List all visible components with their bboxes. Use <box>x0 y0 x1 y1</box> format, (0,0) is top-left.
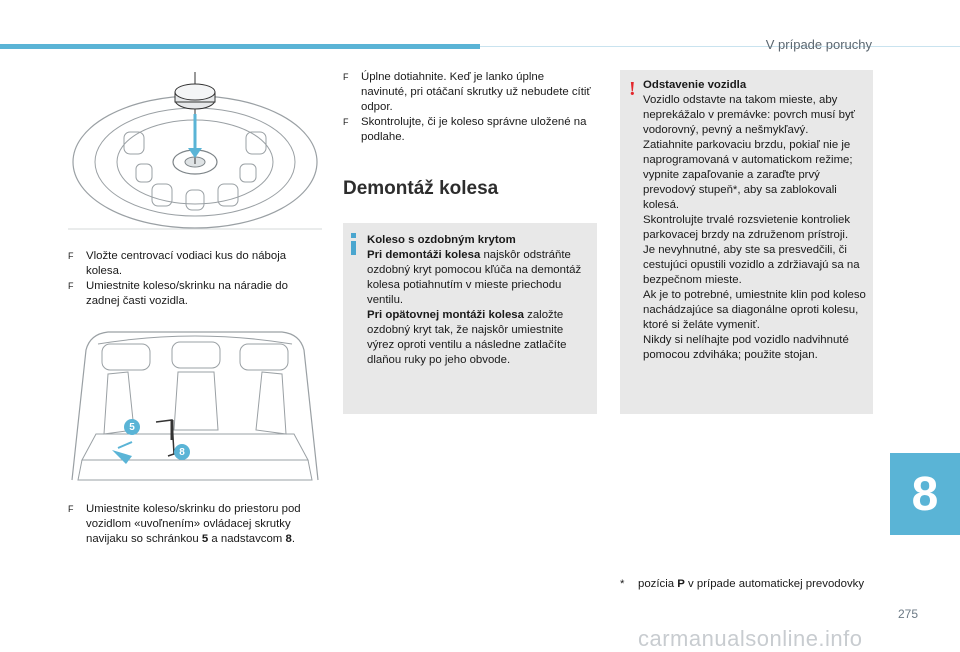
header-rule <box>480 46 960 47</box>
bullet-list-b <box>68 502 313 547</box>
bullet-marker: F <box>68 504 74 514</box>
list-item <box>343 70 591 115</box>
footnote-mark: * <box>620 578 625 590</box>
warning-para: Skontrolujte trvalé rozsvietenie kontroliek parkovacej brzdy na združenom prístroji. <box>643 214 851 241</box>
list-item-text-pre: Umiestnite koleso/skrinku do priestoru pod vozidlom «uvoľnením» ovládacej skrutky navijaku so schránkou <box>86 503 301 545</box>
info-l1: najskôr odstráňte ozdobný kryt pomocou kľúča na demontáž kolesa potiahnutím v mieste priechodu ventilu. <box>367 249 582 306</box>
bullet-marker: F <box>68 251 74 261</box>
info-box <box>343 223 597 414</box>
spare-wheel-illustration <box>68 72 322 230</box>
info-title: Koleso s ozdobným krytom <box>367 234 516 246</box>
list-item-text: Skontrolujte, či je koleso správne uložené na podlahe. <box>361 116 587 143</box>
bullet-list-c <box>343 70 591 145</box>
footnote-post: v prípade automatickej prevodovky <box>684 578 865 590</box>
info-text <box>367 233 591 368</box>
list-item-text-post: . <box>291 533 295 545</box>
page-number: 275 <box>898 607 919 621</box>
list-item <box>68 502 313 547</box>
list-item <box>68 279 306 309</box>
warning-title: Odstavenie vozidla <box>643 79 747 91</box>
footnote-bold: P <box>677 578 685 590</box>
warning-box <box>620 70 873 414</box>
bullet-marker: F <box>343 72 349 82</box>
bullet-list-a <box>68 249 306 309</box>
warning-para: Ak je to potrebné, umiestnite klin pod koleso nachádzajúce sa diagonálne oproti kolesu, ktoré si želáte vymeniť. <box>643 289 866 331</box>
footnote <box>620 577 868 592</box>
warning-text <box>643 78 869 363</box>
footnote-pre: pozícia <box>638 578 678 590</box>
list-item <box>343 115 591 145</box>
info-icon <box>351 233 356 255</box>
chapter-tab: 8 <box>890 453 960 535</box>
warning-icon: ! <box>629 78 636 100</box>
info-l1-bold: Pri demontáži kolesa <box>367 249 481 261</box>
warning-para: Nikdy si nelíhajte pod vozidlo nadvihnuté pomocou zdviháka; použite stojan. <box>643 334 849 361</box>
warning-para: Zatiahnite parkovaciu brzdu, pokiaľ nie je naprogramovaná v automatickom režime; vypnite zapaľovanie a zaraďte prvý prevodový stupeň*, aby sa zablokovali kolesá. <box>643 139 853 211</box>
list-item-text: Umiestnite koleso/skrinku na náradie do zadnej časti vozidla. <box>86 280 288 307</box>
list-item-text: Úplne dotiahnite. Keď je lanko úplne navinuté, pri otáčaní skrutky už nebudete cítiť odpor. <box>361 71 591 113</box>
warning-para: Vozidlo odstavte na takom mieste, aby neprekážalo v premávke: povrch musí byť vodorovný, pevný a nešmykľavý. <box>643 94 855 136</box>
ref-number: 5 <box>201 533 209 545</box>
boot-winch-illustration <box>68 330 322 486</box>
list-item-text-mid: a nadstavcom <box>208 533 286 545</box>
list-item <box>68 249 306 279</box>
ref-number: 8 <box>285 533 292 545</box>
callout-5: 5 <box>124 419 140 435</box>
watermark: carmanualsonline.info <box>638 626 863 651</box>
warning-para: Je nevyhnutné, aby ste sa presvedčili, či cestujúci opustili vozidlo a zdržiavajú sa na bezpečnom mieste. <box>643 244 860 286</box>
bullet-marker: F <box>68 281 74 291</box>
info-l2: založte ozdobný kryt tak, že najskôr umiestnite výrez oproti ventilu a následne zatlačíte dlaňou ruky po jeho obvode. <box>367 309 567 366</box>
callout-8: 8 <box>174 444 190 460</box>
list-item-text: Vložte centrovací vodiaci kus do náboja kolesa. <box>86 250 287 277</box>
section-heading: Demontáž kolesa <box>343 178 499 199</box>
header-accent-bar <box>0 44 480 49</box>
section-title: V prípade poruchy <box>765 37 872 52</box>
info-l2-bold: Pri opätovnej montáži kolesa <box>367 309 524 321</box>
bullet-marker: F <box>343 117 349 127</box>
